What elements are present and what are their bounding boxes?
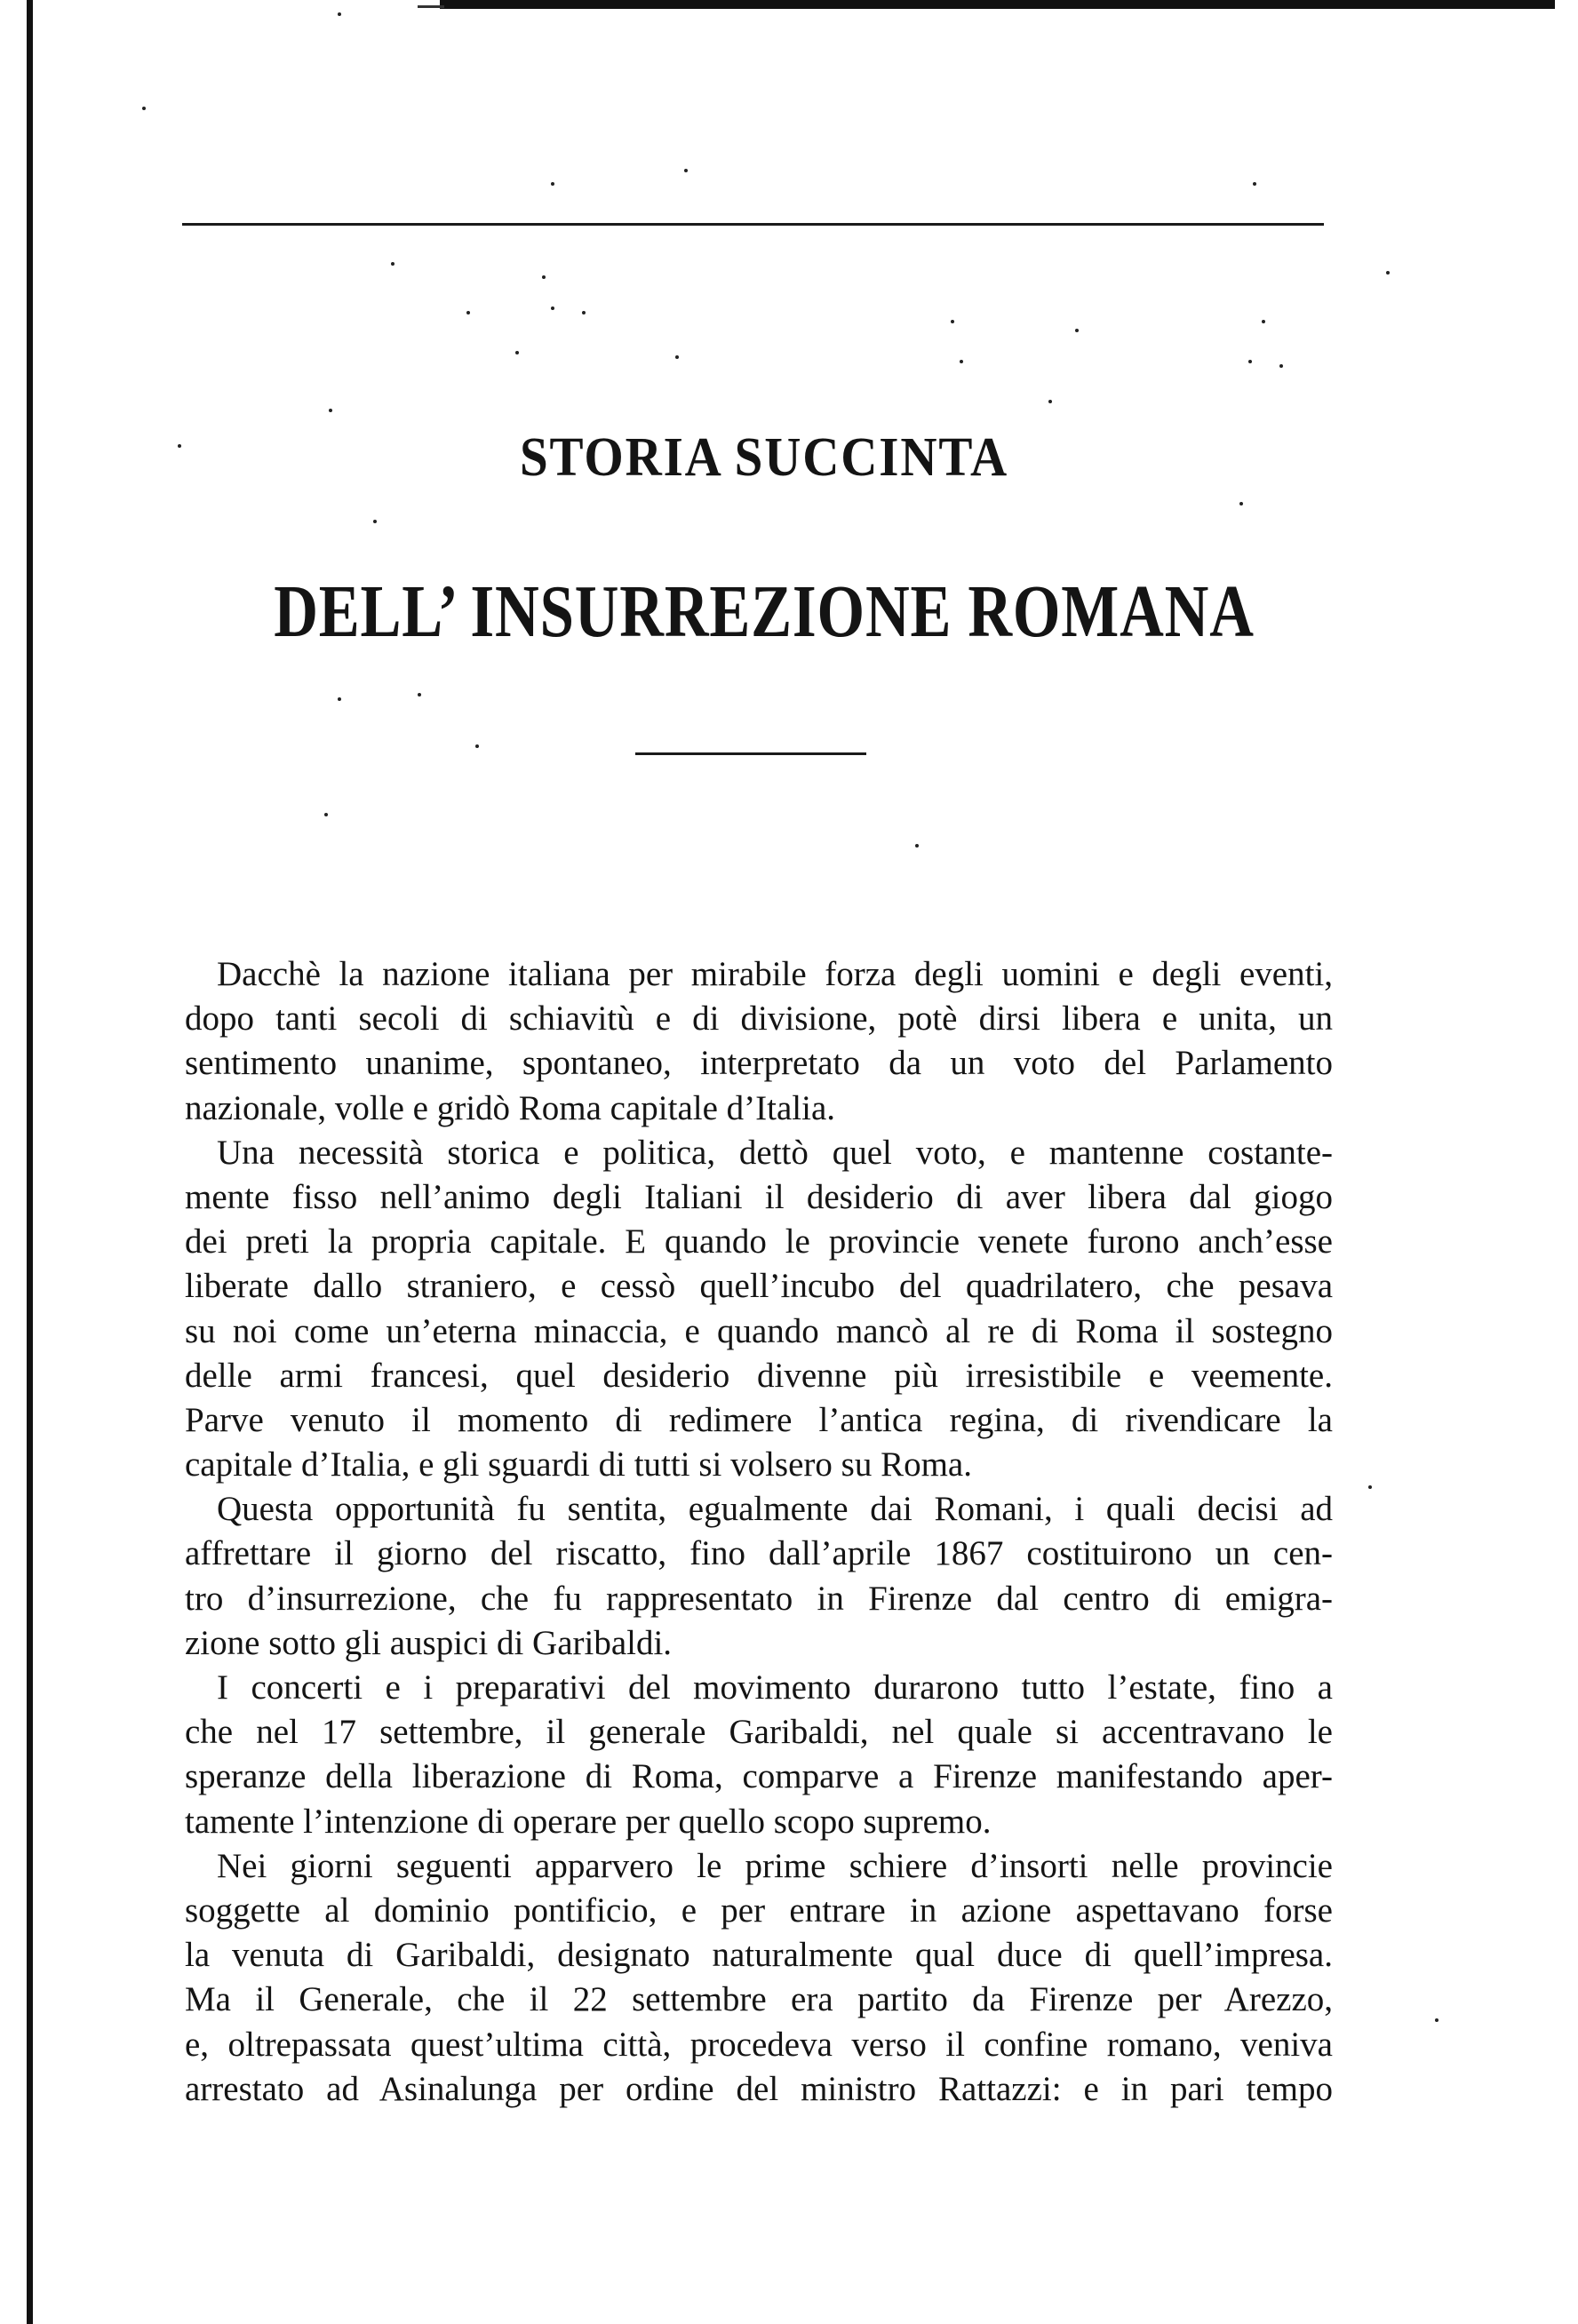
speck [951,320,954,323]
text-line: soggette al dominio pontificio, e per entrare in azione aspettavano forse [185,1890,1333,1930]
speck [1048,400,1052,403]
text-line: che nel 17 settembre, il generale Garibaldi, nel quale si accentravano le [185,1713,1333,1752]
text-line: Dacchè la nazione italiana per mirabile forza degli uomini e degli eventi, [217,955,1333,993]
speck [551,182,554,186]
text-line: tro d’insurrezione, che fu rappresentato in Firenze dal centro di emigra- [185,1579,1333,1618]
text-line: delle armi francesi, quel desiderio divenne più irresistibile e veemente. [185,1356,1333,1395]
speck [391,262,394,266]
speck [142,107,146,110]
speck [1262,320,1265,323]
speck [551,306,554,310]
speck [1435,2018,1439,2022]
text-line: dopo tanti secoli di schiavitù e di divisione, potè dirsi libera e unita, un [185,999,1333,1039]
text-line: nazionale, volle e gridò Roma capitale d’Italia. [185,1088,836,1127]
speck [338,12,341,16]
speck [1386,271,1390,275]
text-line: sentimento unanime, spontaneo, interpretato da un voto del Parlamento [185,1044,1333,1083]
speck [1075,329,1079,332]
text-line: dei preti la propria capitale. E quando le provincie venete furono anch’esse [185,1222,1333,1261]
title-line-2: DELL’ INSURREZIONE ROMANA [274,570,1255,653]
speck [1248,360,1252,363]
speck [915,844,919,848]
text-line: Ma il Generale, che il 22 settembre era partito da Firenze per Arezzo, [185,1980,1333,2019]
speck [1239,502,1243,505]
speck [542,275,546,279]
text-line: Questa opportunità fu sentita, egualmente dai Romani, i quali decisi ad [217,1490,1333,1529]
text-line: affrettare il giorno del riscatto, fino dall’aprile 1867 costituirono un cen- [185,1534,1333,1573]
text-line: la venuta di Garibaldi, designato naturalmente qual duce di quell’impresa. [185,1936,1333,1975]
page-left-edge [27,0,33,2324]
speck [329,409,332,412]
text-line: arrestato ad Asinalunga per ordine del ministro Rattazzi: e in pari tempo [185,2069,1333,2108]
speck [324,813,328,816]
page-top-edge [440,0,1555,9]
speck [1368,1485,1372,1489]
speck [338,697,341,701]
page-top-edge-mark [418,5,444,8]
text-line: mente fisso nell’animo degli Italiani il desiderio di aver libera dal giogo [185,1177,1333,1216]
title-rule [635,752,866,755]
speck [1253,182,1256,186]
text-line: Una necessità storica e politica, dettò quel voto, e mantenne costante- [217,1133,1333,1172]
text-line: liberate dallo straniero, e cessò quell’incubo del quadrilatero, che pesava [185,1267,1333,1306]
text-line: e, oltrepassata quest’ultima città, procedeva verso il confine romano, veniva [185,2025,1333,2064]
text-line: Parve venuto il momento di redimere l’antica regina, di rivendicare la [185,1400,1333,1439]
speck [418,693,421,696]
text-line: I concerti e i preparativi del movimento durarono tutto l’estate, fino a [217,1668,1333,1707]
speck [475,744,479,748]
speck [582,311,586,314]
header-rule [182,223,1324,226]
speck [466,311,470,314]
speck [515,351,519,354]
text-line: capitale d’Italia, e gli sguardi di tutti si volsero su Roma. [185,1445,972,1484]
speck [675,355,679,359]
speck [1279,364,1283,368]
speck [684,169,688,172]
text-line: Nei giorni seguenti apparvero le prime schiere d’insorti nelle provincie [217,1846,1333,1885]
text-line: zione sotto gli auspici di Garibaldi. [185,1623,673,1662]
speck [960,360,963,363]
text-line: tamente l’intenzione di operare per quello scopo supremo. [185,1802,992,1841]
speck [373,520,377,523]
title-line-1: STORIA SUCCINTA [519,427,1009,488]
text-line: su noi come un’eterna minaccia, e quando mancò al re di Roma il sostegno [185,1311,1333,1350]
text-line: speranze della liberazione di Roma, comparve a Firenze manifestando aper- [185,1757,1333,1796]
body-text [185,952,1333,2112]
